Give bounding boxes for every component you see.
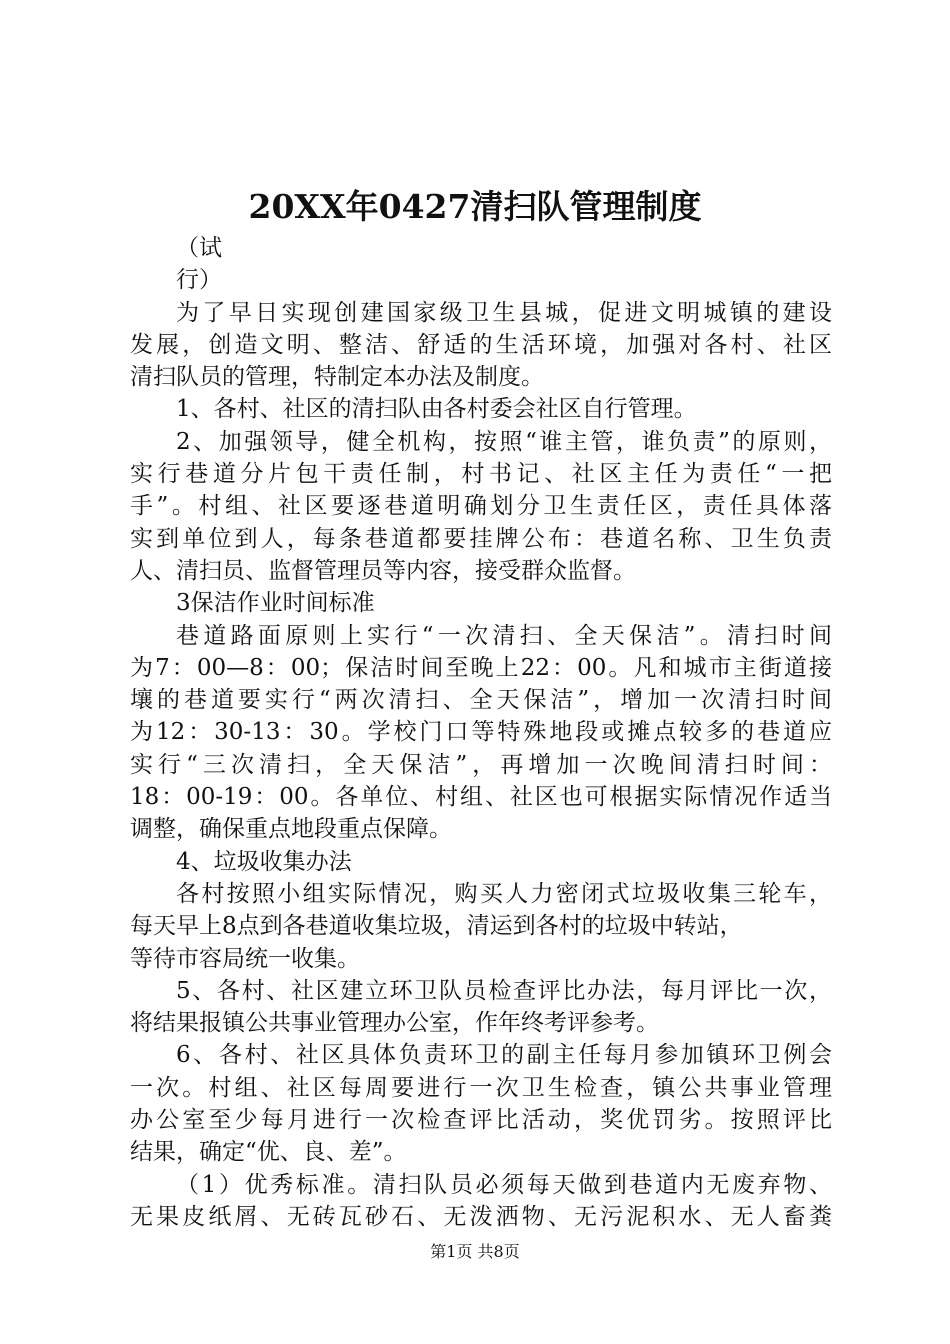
body-line: 实行巷道分片包干责任制，村书记、社区主任为责任“一把 [130, 461, 832, 488]
body-line: 1、各村、社区的清扫队由各村委会社区自行管理。 [176, 396, 697, 423]
body-line: 发展，创造文明、整洁、舒适的生活环境，加强对各村、社区 [130, 331, 832, 358]
page-footer: 第1页 共8页 [430, 1242, 520, 1261]
body-line: 将结果报镇公共事业管理办公室，作年终考评参考。 [130, 1010, 659, 1037]
body-line: 2、加强领导，健全机构，按照“谁主管，谁负责”的原则， [176, 428, 832, 455]
body-line: 为了早日实现创建国家级卫生县城，促进文明城镇的建设 [176, 299, 832, 326]
body-line: 调整，确保重点地段重点保障。 [130, 816, 452, 843]
body-line: 等待市容局统一收集。 [130, 945, 360, 972]
body-line: 壤的巷道要实行“两次清扫、全天保洁”，增加一次清扫时间 [130, 687, 832, 714]
body-line: 3保洁作业时间标准 [176, 590, 375, 617]
body-line: 一次。村组、社区每周要进行一次卫生检查，镇公共事业管理 [130, 1074, 832, 1101]
body-line: 各村按照小组实际情况，购买人力密闭式垃圾收集三轮车， [176, 880, 832, 907]
body-line: 实行“三次清扫，全天保洁”，再增加一次晚间清扫时间： [130, 751, 832, 778]
body-line: 5、各村、社区建立环卫队员检查评比办法，每月评比一次， [176, 977, 832, 1004]
body-line: 为7：00—8：00；保洁时间至晚上22：00。凡和城市主街道接 [130, 654, 832, 681]
body-line: 为12：30-13：30。学校门口等特殊地段或摊点较多的巷道应 [130, 719, 832, 746]
body-line: 每天早上8点到各巷道收集垃圾，清运到各村的垃圾中转站， [130, 913, 743, 940]
body-line: （试 [176, 235, 222, 261]
body-line: （1）优秀标准。清扫队员必须每天做到巷道内无废弃物、 [176, 1171, 832, 1198]
body-line: 4、垃圾收集办法 [176, 848, 352, 875]
body-line: 18：00-19：00。各单位、村组、社区也可根据实际情况作适当 [130, 784, 832, 811]
document-body [130, 232, 832, 1233]
body-line: 实到单位到人，每条巷道都要挂牌公布：巷道名称、卫生负责 [130, 525, 832, 552]
body-line: 巷道路面原则上实行“一次清扫、全天保洁”。清扫时间 [176, 622, 832, 649]
body-line: 清扫队员的管理，特制定本办法及制度。 [130, 364, 544, 391]
body-line: 6、各村、社区具体负责环卫的副主任每月参加镇环卫例会 [176, 1042, 832, 1069]
body-line: 结果，确定“优、良、差”。 [130, 1139, 407, 1166]
body-line: 行） [176, 267, 222, 294]
document-title: 20XX年0427清扫队管理制度 [248, 187, 702, 226]
body-line: 手”。村组、社区要逐巷道明确划分卫生责任区，责任具体落 [130, 493, 832, 520]
body-line: 无果皮纸屑、无砖瓦砂石、无泼洒物、无污泥积水、无人畜粪 [130, 1203, 832, 1230]
body-line: 人、清扫员、监督管理员等内容，接受群众监督。 [130, 557, 636, 584]
body-line: 办公室至少每月进行一次检查评比活动，奖优罚劣。按照评比 [130, 1107, 832, 1134]
